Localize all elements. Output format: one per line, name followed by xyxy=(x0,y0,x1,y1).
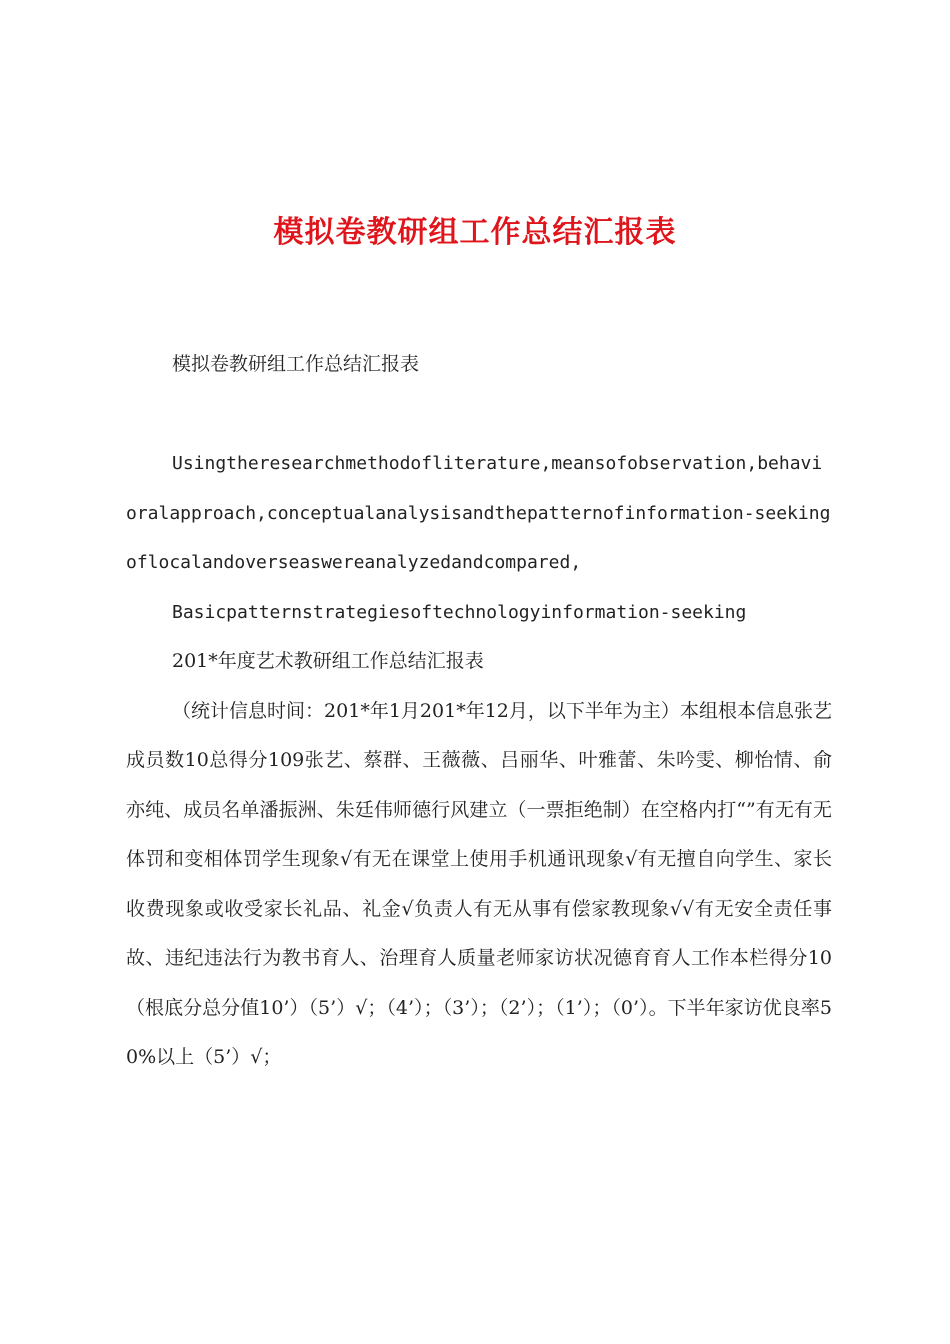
paragraph-report-body: （统计信息时间：201*年1月201*年12月，以下半年为主）本组根本信息张艺成员数10总得分109张艺、蔡群、王薇薇、吕丽华、叶雅蕾、朱吟雯、柳怡情、俞亦纯、成员名单潘振洲、朱廷伟师德行风建立（一票拒绝制）在空格内打“”有无有无体罚和变相体罚学生现象√有无在课堂上使用手机通讯现象√有无擅自向学生、家长收费现象或收受家长礼品、礼金√负责人有无从事有偿家教现象√√有无安全责任事故、违纪违法行为教书育人、治理育人质量老师家访状况德育育人工作本栏得分10（根底分总分值10’）（5’）√；（4’）；（3’）；（2’）；（1’）；（0’）。下半年家访优良率50%以上（5’）√； xyxy=(126,699,832,1068)
document-title: 模拟卷教研组工作总结汇报表 xyxy=(273,215,677,250)
paragraph-english-1: Usingtheresearchmethodofliterature,meansofobservation,behavioralapproach,conceptualanalysisandthepatternofinformation-seekingoflocalandoverseaswereanalyzedandcompared, xyxy=(126,453,831,573)
document-subtitle: 模拟卷教研组工作总结汇报表 xyxy=(172,353,420,375)
paragraph-english-2: Basicpatternstrategiesoftechnologyinformation-seeking xyxy=(172,601,747,623)
document-body xyxy=(126,340,832,1083)
paragraph-report-heading: 201*年度艺术教研组工作总结汇报表 xyxy=(172,650,484,672)
